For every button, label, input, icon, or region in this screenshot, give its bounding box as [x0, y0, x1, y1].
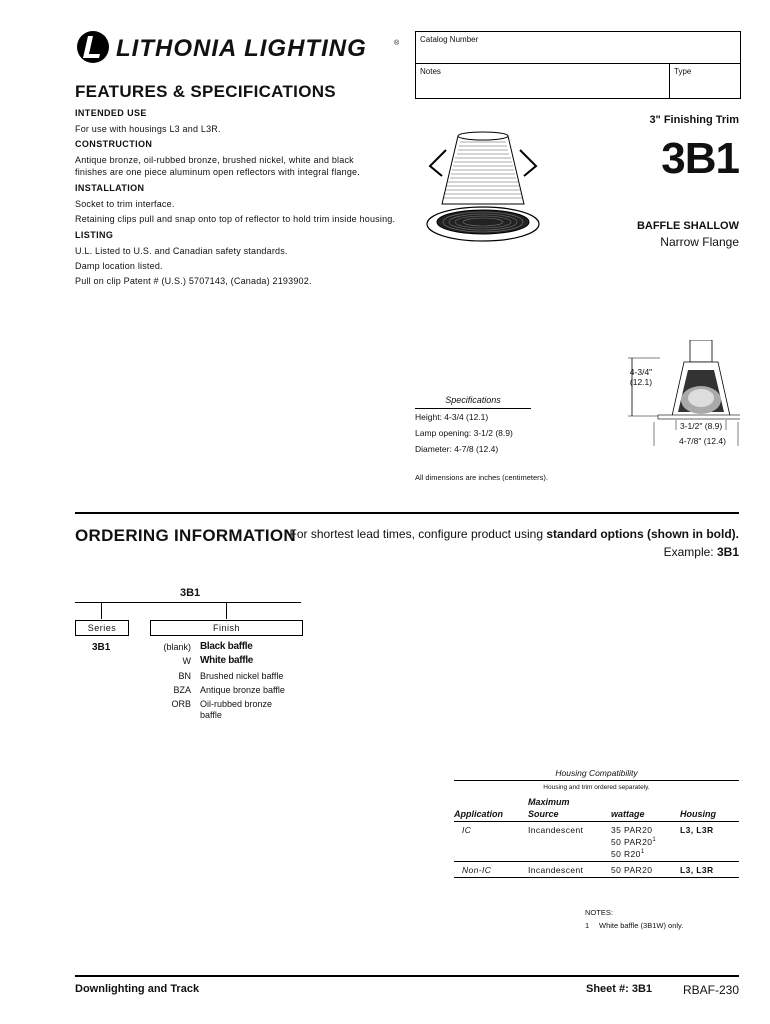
housing-bottom-rule	[454, 877, 739, 878]
catalog-box	[415, 31, 741, 99]
tree-branch-series	[101, 602, 102, 619]
header-source-line2: Source	[528, 809, 559, 819]
notes-title: NOTES:	[585, 908, 613, 917]
section-line: finishes are one piece aluminum open reflectors with integral flange.	[75, 167, 360, 177]
footer-category: Downlighting and Track	[75, 983, 200, 995]
footer-sheet-number: Sheet #: 3B1	[586, 983, 653, 995]
height-dimension	[628, 367, 654, 387]
example-value: 3B1	[716, 545, 739, 559]
ordering-message-bold: standard options (shown in bold).	[546, 527, 739, 541]
housing-header-rule	[454, 821, 739, 822]
section-line: Pull on clip Patent # (U.S.) 5707143, (Canada) 2193902.	[75, 276, 312, 286]
wattage-value: 50 PAR20	[611, 837, 653, 847]
wattage-value: 50 R20	[611, 849, 641, 859]
ordering-tree-model: 3B1	[180, 587, 201, 599]
model-number: 3B1	[661, 134, 739, 183]
footer-rule	[75, 975, 739, 977]
finish-code: BN	[178, 671, 191, 681]
features-body	[75, 108, 405, 291]
brand-logo	[76, 30, 406, 66]
type-label: Type	[674, 67, 692, 76]
series-header: Series	[75, 620, 129, 636]
registered-mark: ®	[394, 40, 400, 47]
height-dimension-cm: (12.1)	[629, 377, 653, 387]
footnote-ref: 1	[640, 849, 645, 856]
section-line: U.L. Listed to U.S. and Canadian safety standards.	[75, 246, 288, 256]
row-application: Non-IC	[462, 865, 492, 875]
header-housing: Housing	[680, 809, 716, 819]
opening-dimension: 3-1/2" (8.9)	[680, 421, 723, 431]
finish-code: BZA	[173, 685, 191, 695]
spec-lamp-opening: Lamp opening: 3-1/2 (8.9)	[415, 428, 513, 438]
trim-size-label: 3" Finishing Trim	[649, 114, 739, 126]
lithonia-mark-icon	[76, 30, 110, 64]
section-line: Socket to trim interface.	[75, 199, 175, 209]
header-application: Application	[454, 809, 503, 819]
finish-desc: Antique bronze baffle	[200, 685, 285, 695]
product-name: BAFFLE SHALLOW	[636, 220, 739, 232]
row-housing: L3, L3R	[680, 825, 714, 835]
section-title-intended-use: INTENDED USE	[75, 108, 147, 118]
row-wattage: 50 PAR20	[611, 865, 653, 875]
section-line: Retaining clips pull and snap onto top of reflector to hold trim inside housing.	[75, 214, 396, 224]
housing-compat-title: Housing Compatibility	[555, 768, 638, 778]
catalog-number-label: Catalog Number	[420, 35, 479, 44]
ordering-example	[664, 545, 739, 559]
spec-diameter: Diameter: 4-7/8 (12.4)	[415, 444, 499, 454]
finish-header: Finish	[150, 620, 303, 636]
ordering-heading: ORDERING INFORMATION	[75, 526, 297, 545]
note-item	[585, 921, 683, 930]
row-wattage: 35 PAR20	[611, 825, 653, 835]
note-text: White baffle (3B1W) only.	[599, 921, 684, 930]
tree-branch-finish	[226, 602, 227, 619]
housing-compat-rule	[454, 780, 739, 781]
ordering-message-text: For shortest lead times, configure product using	[289, 527, 543, 541]
finish-desc-continued: baffle	[200, 710, 222, 720]
section-title-listing: LISTING	[75, 230, 114, 240]
finish-code: (blank)	[163, 642, 191, 652]
footer-doc-code: RBAF-230	[682, 983, 739, 997]
section-line: Damp location listed.	[75, 261, 163, 271]
tree-rule	[75, 602, 301, 603]
specifications-rule	[415, 408, 531, 409]
section-line: For use with housings L3 and L3R.	[75, 124, 221, 134]
section-line: Antique bronze, oil-rubbed bronze, brushed nickel, white and black	[75, 155, 354, 165]
brand-name: LITHONIA LIGHTING	[116, 35, 367, 62]
row-wattage	[611, 837, 656, 847]
row-source: Incandescent	[528, 865, 584, 875]
features-heading: FEATURES & SPECIFICATIONS	[75, 82, 336, 101]
diameter-dimension: 4-7/8" (12.4)	[679, 436, 726, 446]
finish-desc: Black baffle	[200, 641, 253, 652]
finish-code: W	[182, 656, 191, 666]
row-wattage	[611, 849, 645, 859]
section-title-construction: CONSTRUCTION	[75, 139, 153, 149]
finish-code: ORB	[171, 699, 191, 709]
specifications-title: Specifications	[445, 395, 501, 405]
note-number: 1	[585, 921, 590, 930]
footnote-ref: 1	[652, 837, 657, 844]
row-housing: L3, L3R	[680, 865, 714, 875]
trim-product-illustration	[420, 128, 546, 246]
series-value: 3B1	[92, 642, 111, 653]
flange-type: Narrow Flange	[660, 235, 739, 249]
finish-desc: Oil-rubbed bronze	[200, 699, 273, 709]
notes-label: Notes	[420, 67, 441, 76]
header-wattage: wattage	[611, 809, 645, 819]
dimensions-footnote: All dimensions are inches (centimeters).	[415, 473, 548, 482]
ordering-rule	[75, 512, 739, 514]
housing-compat-note: Housing and trim ordered separately.	[543, 784, 650, 791]
finish-desc: Brushed nickel baffle	[200, 671, 284, 681]
row-source: Incandescent	[528, 825, 584, 835]
example-label: Example:	[663, 545, 714, 559]
dimension-drawing	[620, 340, 740, 450]
header-source-line1: Maximum	[528, 797, 570, 807]
spec-height: Height: 4-3/4 (12.1)	[415, 412, 489, 422]
height-dimension-in: 4-3/4"	[629, 367, 653, 377]
notes-block	[585, 908, 683, 930]
row-application: IC	[462, 825, 472, 835]
section-title-installation: INSTALLATION	[75, 183, 145, 193]
finish-desc: White baffle	[200, 655, 254, 666]
housing-row-rule	[454, 861, 739, 862]
ordering-message	[290, 527, 739, 541]
